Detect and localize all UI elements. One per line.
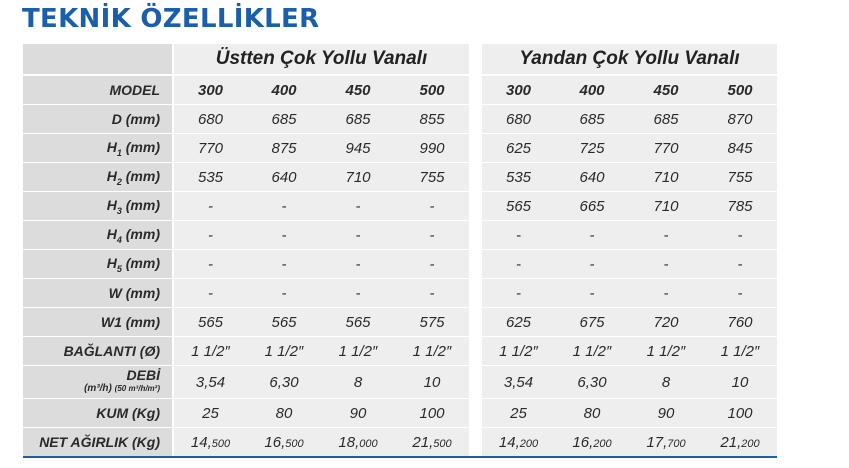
column-gap	[469, 399, 481, 428]
table-cell: -	[395, 221, 469, 250]
model-label: MODEL	[23, 75, 173, 105]
table-cell: 80	[555, 399, 629, 428]
table-cell: 565	[481, 192, 555, 221]
table-cell: 1 1/2″	[481, 337, 555, 366]
kum-label: KUM (Kg)	[23, 399, 173, 428]
table-row	[23, 337, 777, 366]
table-row	[23, 250, 777, 279]
table-cell	[703, 428, 777, 458]
column-gap	[469, 192, 481, 221]
net-weight-row	[23, 428, 777, 458]
table-cell: 80	[247, 399, 321, 428]
net-weight-decimal: 200	[519, 437, 539, 450]
row-label-name: H	[106, 196, 117, 213]
column-gap	[469, 279, 481, 308]
net-weight-decimal: 500	[433, 437, 452, 450]
table-cell: 640	[555, 163, 629, 192]
table-cell: 575	[395, 308, 469, 337]
table-row	[23, 134, 777, 163]
table-cell: 945	[321, 134, 395, 163]
table-cell: 685	[629, 105, 703, 134]
table-row	[23, 279, 777, 308]
table-cell: 685	[321, 105, 395, 134]
model-value: 400	[555, 75, 629, 105]
table-cell	[481, 428, 555, 458]
group-side-valve: Yandan Çok Yollu Vanalı	[481, 44, 777, 75]
row-label-unit: (mm)	[125, 196, 160, 213]
group-top-valve: Üstten Çok Yollu Vanalı	[173, 44, 469, 75]
row-label-unit: (mm)	[125, 254, 160, 271]
table-cell: 1 1/2″	[173, 337, 247, 366]
table-cell	[629, 428, 703, 458]
table-cell: 1 1/2″	[703, 337, 777, 366]
net-weight-integer: 14,	[498, 433, 520, 451]
table-cell: -	[703, 221, 777, 250]
column-gap	[469, 250, 481, 279]
table-cell: 1 1/2″	[555, 337, 629, 366]
table-cell: 755	[395, 163, 469, 192]
table-cell: -	[247, 250, 321, 279]
row-label-unit: (mm)	[125, 314, 160, 330]
table-cell: -	[629, 221, 703, 250]
table-cell: 10	[703, 366, 777, 399]
table-cell: 100	[703, 399, 777, 428]
table-cell: 25	[481, 399, 555, 428]
table-cell: 565	[173, 308, 247, 337]
table-cell: 685	[555, 105, 629, 134]
net-weight-label: NET AĞIRLIK (Kg)	[23, 428, 173, 458]
table-cell: 10	[395, 366, 469, 399]
table-cell: 760	[703, 308, 777, 337]
table-row	[23, 163, 777, 192]
table-cell: -	[247, 221, 321, 250]
spec-table	[23, 44, 777, 458]
model-value: 500	[703, 75, 777, 105]
table-cell: 100	[395, 399, 469, 428]
net-weight-integer: 17,	[646, 433, 668, 451]
row-label-name: H	[106, 225, 117, 242]
debi-label-unit-line	[23, 382, 160, 395]
table-cell: 535	[173, 163, 247, 192]
row-label	[23, 105, 173, 134]
table-cell: -	[481, 250, 555, 279]
net-weight-decimal: 000	[359, 437, 378, 450]
table-cell: 90	[629, 399, 703, 428]
table-cell: -	[395, 279, 469, 308]
table-cell: 710	[629, 163, 703, 192]
net-weight-integer: 21,	[412, 433, 434, 451]
row-label-name: H	[106, 167, 117, 184]
table-cell: 90	[321, 399, 395, 428]
table-cell: 25	[173, 399, 247, 428]
net-weight-decimal: 200	[741, 437, 760, 450]
table-cell	[173, 428, 247, 458]
table-cell: 875	[247, 134, 321, 163]
table-cell: 770	[629, 134, 703, 163]
kum-row	[23, 399, 777, 428]
table-cell: 720	[629, 308, 703, 337]
table-cell	[321, 428, 395, 458]
row-label-subscript: 1	[116, 147, 122, 158]
table-cell: 3,54	[173, 366, 247, 399]
table-cell: 6,30	[247, 366, 321, 399]
table-cell: 625	[481, 308, 555, 337]
table-cell: -	[629, 279, 703, 308]
row-label-name: W	[108, 285, 122, 301]
debi-row	[23, 366, 777, 399]
column-gap	[469, 366, 481, 399]
row-label-unit: (mm)	[125, 138, 160, 155]
table-cell: -	[247, 192, 321, 221]
debi-label-name: DEBİ	[126, 367, 160, 383]
table-cell: -	[173, 279, 247, 308]
table-cell: 8	[321, 366, 395, 399]
table-cell: -	[321, 221, 395, 250]
column-gap	[469, 75, 481, 105]
row-label-subscript: 5	[116, 263, 122, 274]
table-cell: 680	[481, 105, 555, 134]
table-cell	[395, 428, 469, 458]
row-label	[23, 221, 173, 250]
table-cell: -	[321, 192, 395, 221]
table-row	[23, 105, 777, 134]
model-value: 300	[481, 75, 555, 105]
column-gap	[469, 105, 481, 134]
table-cell: -	[703, 250, 777, 279]
table-cell: 8	[629, 366, 703, 399]
row-label-unit: (mm)	[125, 111, 160, 127]
row-label-subscript: 3	[116, 205, 122, 216]
row-label-unit: (mm)	[125, 225, 160, 242]
row-label-unit: (mm)	[125, 285, 160, 301]
row-label-unit: (mm)	[125, 167, 160, 184]
table-cell: 725	[555, 134, 629, 163]
column-gap	[469, 163, 481, 192]
net-weight-decimal: 200	[593, 437, 612, 450]
table-cell: 565	[247, 308, 321, 337]
table-cell: 1 1/2″	[629, 337, 703, 366]
table-cell: -	[555, 250, 629, 279]
table-cell: -	[629, 250, 703, 279]
model-value: 400	[247, 75, 321, 105]
row-label	[23, 279, 173, 308]
row-label	[23, 250, 173, 279]
table-cell: 755	[703, 163, 777, 192]
table-cell: 785	[703, 192, 777, 221]
model-value: 450	[321, 75, 395, 105]
row-label-name: BAĞLANTI	[63, 343, 136, 359]
table-cell: -	[481, 221, 555, 250]
table-cell: 710	[629, 192, 703, 221]
model-row	[23, 75, 777, 105]
row-label-name: H	[106, 138, 117, 155]
table-cell: -	[247, 279, 321, 308]
net-weight-decimal: 500	[211, 437, 231, 450]
net-weight-decimal: 700	[667, 437, 686, 450]
table-cell: -	[173, 221, 247, 250]
table-row	[23, 308, 777, 337]
table-cell: 565	[321, 308, 395, 337]
model-value: 300	[173, 75, 247, 105]
row-label-subscript: 2	[116, 176, 122, 187]
table-cell: 845	[703, 134, 777, 163]
table-cell: -	[321, 250, 395, 279]
net-weight-integer: 18,	[338, 433, 360, 451]
table-cell: -	[555, 221, 629, 250]
table-cell: -	[395, 192, 469, 221]
debi-unit: (m³/h)	[84, 383, 112, 394]
table-cell: -	[321, 279, 395, 308]
table-cell: 3,54	[481, 366, 555, 399]
table-cell: 990	[395, 134, 469, 163]
table-cell: 1 1/2″	[247, 337, 321, 366]
row-label-name: D	[111, 111, 122, 127]
net-weight-integer: 16,	[572, 433, 594, 451]
net-weight-integer: 16,	[264, 433, 286, 451]
row-label-name: W1	[100, 314, 122, 330]
row-label	[23, 192, 173, 221]
table-row	[23, 192, 777, 221]
column-gap	[469, 428, 481, 458]
row-label	[23, 308, 173, 337]
row-label-unit: (Ø)	[139, 343, 160, 359]
table-cell: 1 1/2″	[395, 337, 469, 366]
table-cell: 770	[173, 134, 247, 163]
table-cell: 855	[395, 105, 469, 134]
table-cell: 6,30	[555, 366, 629, 399]
net-weight-integer: 14,	[190, 433, 212, 451]
column-gap	[469, 337, 481, 366]
row-label	[23, 163, 173, 192]
row-label	[23, 337, 173, 366]
row-label-subscript: 4	[116, 234, 122, 245]
page-title: TEKNİK ÖZELLİKLER	[22, 4, 320, 34]
table-cell: -	[173, 192, 247, 221]
table-cell: -	[481, 279, 555, 308]
group-header-row	[23, 44, 777, 75]
model-value: 450	[629, 75, 703, 105]
debi-sub-unit: (50 m³/h/m²)	[114, 384, 160, 393]
table-cell: 665	[555, 192, 629, 221]
debi-label	[23, 366, 173, 399]
table-cell: 680	[173, 105, 247, 134]
table-cell: 685	[247, 105, 321, 134]
table-cell: -	[395, 250, 469, 279]
table-cell: 675	[555, 308, 629, 337]
column-gap	[469, 221, 481, 250]
header-corner	[23, 44, 173, 75]
table-cell: -	[703, 279, 777, 308]
model-value: 500	[395, 75, 469, 105]
net-weight-decimal: 500	[285, 437, 304, 450]
column-gap	[469, 134, 481, 163]
table-cell: 870	[703, 105, 777, 134]
table-cell: 710	[321, 163, 395, 192]
table-cell: 535	[481, 163, 555, 192]
table-cell: 1 1/2″	[321, 337, 395, 366]
table-cell	[555, 428, 629, 458]
table-cell	[247, 428, 321, 458]
row-label	[23, 134, 173, 163]
column-gap	[469, 44, 481, 75]
table-row	[23, 221, 777, 250]
table-cell: -	[555, 279, 629, 308]
row-label-name: H	[106, 254, 117, 271]
table-cell: 640	[247, 163, 321, 192]
table-cell: -	[173, 250, 247, 279]
column-gap	[469, 308, 481, 337]
net-weight-integer: 21,	[720, 433, 742, 451]
table-cell: 625	[481, 134, 555, 163]
